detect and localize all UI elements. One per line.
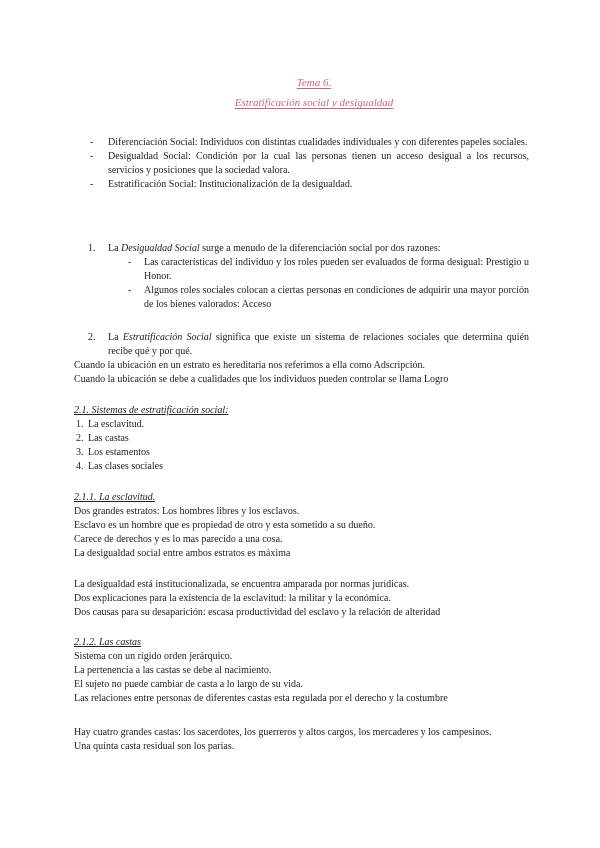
point-2-text: [74, 331, 529, 359]
point-2-pre: La: [108, 332, 123, 343]
point-1-text: [74, 242, 529, 256]
section-2-1-heading: 2.1. Sistemas de estratificación social:: [74, 405, 229, 416]
castas-paragraph: [74, 726, 529, 754]
definition-item: - Desigualdad Social: Condición por la cual las personas tienen un acceso desigual a los recursos, servicios y posiciones que la sociedad valora.: [74, 150, 529, 178]
point-1-pre: La: [108, 243, 122, 254]
text-line: La pertenencia a las castas se debe al nacimiento.: [74, 665, 272, 676]
text-line: Dos causas para su desaparición: escasa productividad del esclavo y la relación de alteridad: [74, 607, 441, 618]
point-1-number: 1.: [88, 243, 96, 254]
reason-item: - Las características del individuo y los roles pueden ser evaluados de forma desigual: Prestigio u Honor.: [128, 257, 529, 282]
text-line: Sistema con un rígido orden jerárquico.: [74, 651, 233, 662]
section-2-1: [74, 404, 529, 474]
point-2: [74, 331, 529, 387]
section-2-1-2: [74, 636, 529, 706]
text-line: Carece de derechos y es lo mas parecido a una cosa.: [74, 534, 283, 545]
adscripcion-line: Cuando la ubicación en un estrato es hereditaria nos referimos a ella como Adscripción.: [74, 360, 425, 371]
topic-number: Tema 6.: [296, 77, 332, 89]
point-1: [74, 242, 529, 312]
point-2-term: Estratificación Social: [122, 332, 212, 343]
definition-item: - Estratificación Social: Institucionalización de la desigualdad.: [74, 178, 529, 192]
list-item: 2. Las castas: [76, 433, 129, 444]
section-2-1-1: [74, 491, 529, 561]
point-2-number: 2.: [88, 332, 96, 343]
text-line: La desigualdad está institucionalizada, se encuentra amparada por normas jurídicas.: [74, 579, 410, 590]
castas-text: Hay cuatro grandes castas: los sacerdotes, los guerreros y altos cargos, los mercaderes y los campesinos.: [74, 727, 492, 738]
definitions-list: [74, 136, 529, 192]
section-2-1-1-heading: 2.1.1. La esclavitud.: [74, 492, 156, 503]
title-block: [0, 73, 600, 113]
reason-text: Las características del individuo y los roles pueden ser evaluados de forma desigual: Prestigio u Honor.: [144, 257, 529, 282]
point-1-term: Desigualdad Social: [121, 243, 200, 254]
text-line: Las relaciones entre personas de diferentes castas esta regulada por el derecho y la costumbre: [74, 693, 448, 704]
text-line: Dos explicaciones para la existencia de la esclavitud: la militar y la económica.: [74, 593, 391, 604]
logro-line: Cuando la ubicación se debe a cualidades que los individuos pueden controlar se llama Logro: [74, 374, 449, 385]
topic-title: Estratificación social y desigualdad: [234, 97, 394, 109]
reason-text: Algunos roles sociales colocan a ciertas personas en condiciones de adquirir una mayor porción de los bienes valorados: Acceso: [144, 285, 529, 310]
text-line: Esclavo es un hombre que es propiedad de otro y esta sometido a su dueño.: [74, 520, 376, 531]
reason-item: - Algunos roles sociales colocan a ciertas personas en condiciones de adquirir una mayor porción de los bienes valorados: Acceso: [128, 285, 529, 310]
point-1-post: surge a menudo de la diferenciación social por dos razones:: [199, 243, 441, 254]
point-2-post: significa que existe un sistema de relaciones sociales que determina quién recibe qué y por qué.: [108, 332, 530, 357]
section-2-1-1-cont: [74, 578, 529, 620]
parias-text: Una quinta casta residual son los parias.: [74, 741, 235, 752]
list-item: 1. La esclavitud.: [76, 419, 145, 430]
text-line: El sujeto no puede cambiar de casta a lo largo de su vida.: [74, 679, 303, 690]
text-line: Dos grandes estratos: Los hombres libres y los esclavos.: [74, 506, 300, 517]
list-item: 4. Las clases sociales: [76, 461, 163, 472]
text-line: La desigualdad social entre ambos estratos es máxima: [74, 548, 291, 559]
definition-item: - Diferenciación Social: Individuos con distintas cualidades individuales y con diferentes papeles sociales.: [74, 136, 529, 150]
list-item: 3. Los estamentos: [76, 447, 150, 458]
section-2-1-2-heading: 2.1.2. Las castas: [74, 637, 141, 648]
